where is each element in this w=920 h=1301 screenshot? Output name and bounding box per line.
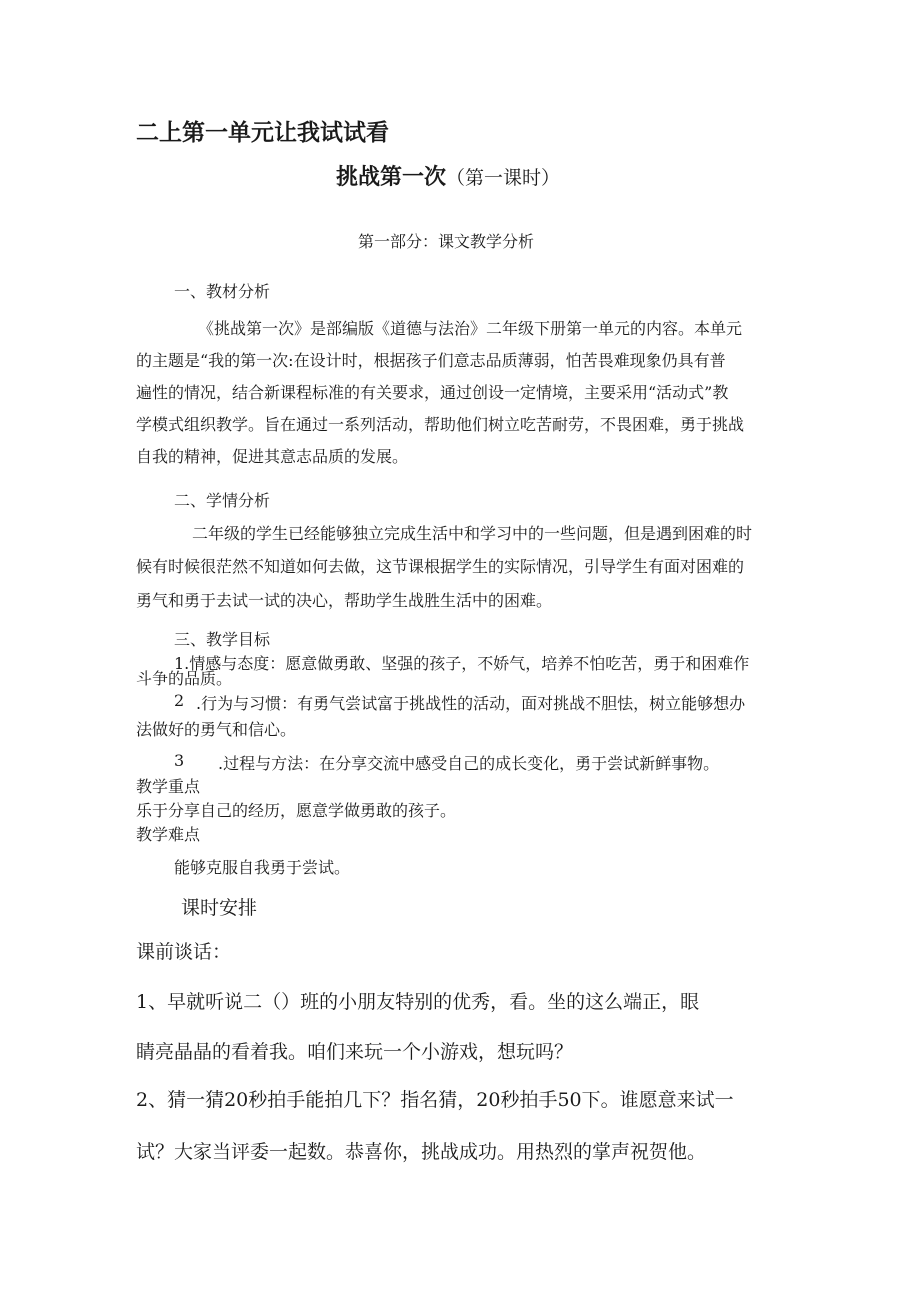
document-title: 二上第一单元让我试试看 xyxy=(136,120,389,146)
section1-line: 的主题是“我的第一次:在设计时，根据孩子们意志品质薄弱，怕苦畏难现象仍具有普 xyxy=(136,351,726,370)
goal1-line: 1.情感与态度：愿意做勇敢、坚强的孩子，不娇气，培养不怕吃苦，勇于和困难作 xyxy=(174,654,750,673)
pre-talk-line: 2、猜一猜20秒拍手能拍几下？指名猜，20秒拍手50下。谁愿意来试一 xyxy=(136,1089,734,1111)
part1-heading: 第一部分：课文教学分析 xyxy=(358,232,535,251)
section1-heading: 一、教材分析 xyxy=(174,282,271,301)
schedule-heading: 课时安排 xyxy=(181,897,258,919)
pre-talk-heading: 课前谈话： xyxy=(136,941,232,963)
pre-talk-line: 睛亮晶晶的看着我。咱们来玩一个小游戏，想玩吗？ xyxy=(136,1041,574,1063)
goal3-number: 3 xyxy=(174,751,185,770)
section2-line: 二年级的学生已经能够独立完成生活中和学习中的一些问题，但是遇到困难的时 xyxy=(192,524,753,543)
difficult-point-heading: 教学难点 xyxy=(136,825,201,844)
goal2-line: .行为与习惯：有勇气尝试富于挑战性的活动，面对挑战不胆怯，树立能够想办 xyxy=(196,694,746,713)
section1-line: 遍性的情况，结合新课程标准的有关要求，通过创设一定情境，主要采用“活动式”教 xyxy=(136,383,729,402)
goal2-line: 法做好的勇气和信心。 xyxy=(136,720,297,739)
section1-line: 学模式组织教学。旨在通过一系列活动，帮助他们树立吃苦耐劳，不畏困难，勇于挑战 xyxy=(136,415,745,434)
lesson-heading xyxy=(336,160,560,191)
goal1-line: 斗争的品质。 xyxy=(136,669,233,688)
key-point-text: 乐于分享自己的经历，愿意学做勇敢的孩子。 xyxy=(136,801,457,820)
lesson-title: 挑战第一次 xyxy=(336,165,447,190)
difficult-point-text: 能够克服自我勇于尝试。 xyxy=(174,858,351,877)
section1-line: 《挑战第一次》是部编版《道德与法治》二年级下册第一单元的内容。本单元 xyxy=(198,319,743,338)
goal3-line: .过程与方法：在分享交流中感受自己的成长变化，勇于尝试新鲜事物。 xyxy=(218,754,720,773)
pre-talk-line: 试？大家当评委一起数。恭喜你，挑战成功。用热烈的掌声祝贺他。 xyxy=(136,1141,707,1163)
lesson-subtitle: （第一课时） xyxy=(446,167,561,189)
section2-line: 勇气和勇于去试一试的决心，帮助学生战胜生活中的困难。 xyxy=(136,591,553,610)
key-point-heading: 教学重点 xyxy=(136,777,201,796)
goal2-number: 2 xyxy=(174,691,185,710)
section1-line: 自我的精神，促进其意志品质的发展。 xyxy=(136,447,409,466)
section2-line: 候有时候很茫然不知道如何去做，这节课根据学生的实际情况，引导学生有面对困难的 xyxy=(136,557,745,576)
pre-talk-line: 1、早就听说二（）班的小朋友特别的优秀，看。坐的这么端正，眼 xyxy=(136,991,700,1013)
section2-heading: 二、学情分析 xyxy=(174,491,271,510)
section3-heading: 三、教学目标 xyxy=(174,630,271,649)
